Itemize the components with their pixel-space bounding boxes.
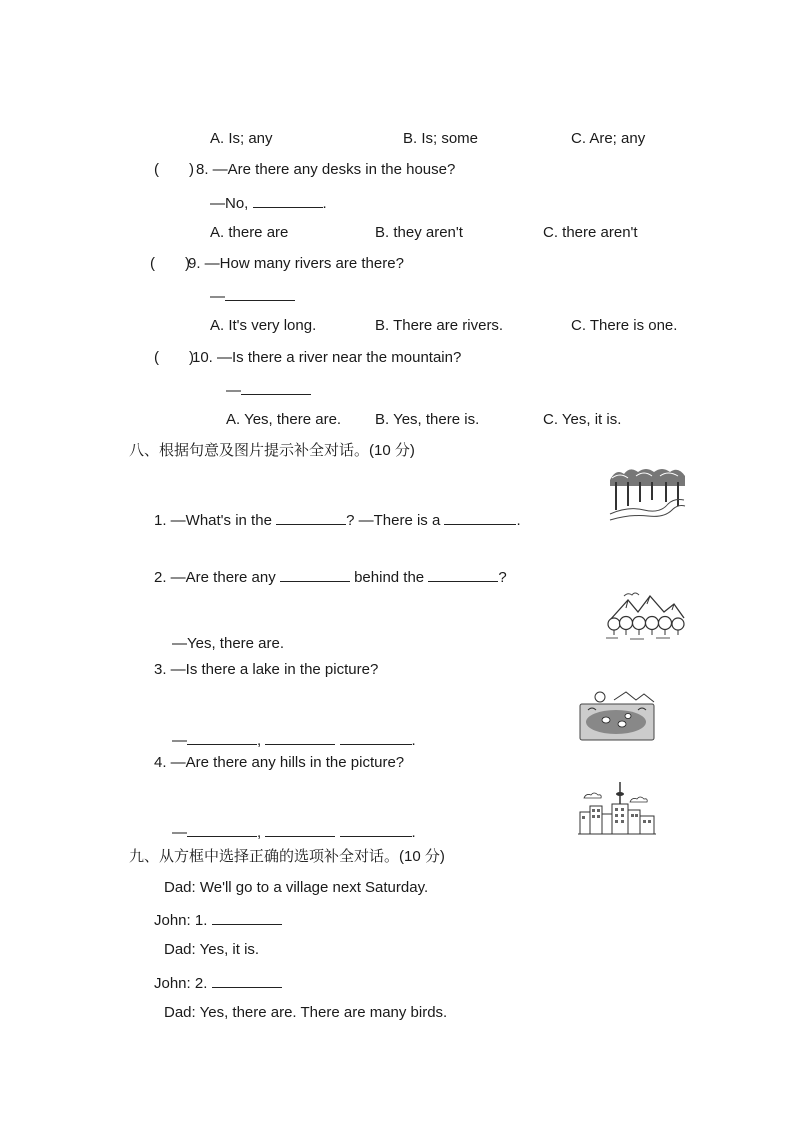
s8-item3-comma: , — [257, 732, 262, 749]
s8-item3-end: . — [411, 732, 416, 749]
answer-blank[interactable] — [428, 567, 498, 582]
answer-blank[interactable] — [265, 822, 335, 837]
s8-item4-end: . — [411, 824, 416, 841]
q8-answer-paren: ( ) — [154, 161, 194, 178]
s8-item4-comma: , — [257, 824, 262, 841]
answer-blank[interactable] — [187, 822, 257, 837]
dialogue-line-2 — [154, 910, 282, 930]
q8-reply — [210, 193, 327, 213]
answer-blank[interactable] — [212, 910, 282, 925]
q9-reply — [210, 286, 295, 306]
dialogue-line-4 — [154, 973, 282, 993]
q9-option-c: C. There is one. — [571, 317, 678, 334]
answer-blank[interactable] — [253, 193, 323, 208]
s8-item4-reply — [172, 822, 416, 842]
section-9-title: 九、从方框中选择正确的选项补全对话。(10 分) — [129, 848, 445, 865]
answer-blank[interactable] — [225, 286, 295, 301]
speaker: John: — [154, 975, 191, 992]
q7-option-b: B. Is; some — [403, 130, 479, 147]
speaker: Dad: — [164, 879, 196, 896]
dialogue-line-3 — [164, 941, 259, 959]
s8-item3-reply — [172, 730, 416, 750]
answer-blank[interactable] — [187, 730, 257, 745]
forest-picture — [608, 466, 686, 522]
s8-item2-reply: —Yes, there are. — [172, 635, 285, 652]
dialogue-line-5 — [164, 1004, 447, 1022]
q10-reply — [226, 380, 311, 400]
q10-answer-paren: ( ) — [154, 349, 194, 366]
speaker: John: — [154, 912, 191, 929]
line-text: 2. — [194, 975, 208, 992]
q10-reply-prefix: — — [226, 382, 241, 399]
answer-blank[interactable] — [276, 510, 346, 525]
s8-item1-part2: ? —There is a — [346, 512, 441, 529]
q7-option-c: C. Are; any — [571, 130, 646, 147]
s8-item1-part1: 1. —What's in the — [154, 512, 272, 529]
q8-stem: 8. —Are there any desks in the house? — [196, 161, 456, 178]
s8-item-2 — [154, 567, 507, 587]
q9-stem: 9. —How many rivers are there? — [188, 255, 404, 272]
answer-blank[interactable] — [241, 380, 311, 395]
q9-option-b: B. There are rivers. — [375, 317, 504, 334]
dialogue-line-1 — [164, 879, 428, 897]
q8-option-a: A. there are — [210, 224, 289, 241]
city-picture — [578, 780, 656, 836]
s8-item1-part3: . — [516, 512, 521, 529]
q9-option-a: A. It's very long. — [210, 317, 317, 334]
s8-item3-dash: — — [172, 732, 187, 749]
line-text: We'll go to a village next Saturday. — [199, 879, 429, 896]
s8-item2-part3: ? — [498, 569, 507, 586]
answer-blank[interactable] — [340, 730, 412, 745]
s8-item2-part2: behind the — [354, 569, 425, 586]
q8-reply-prefix: —No, — [210, 195, 249, 212]
line-text: 1. — [194, 912, 208, 929]
q9-reply-prefix: — — [210, 288, 225, 305]
speaker: Dad: — [164, 941, 196, 958]
line-text: Yes, it is. — [199, 941, 260, 958]
lake-picture — [578, 688, 656, 742]
answer-blank[interactable] — [212, 973, 282, 988]
line-text: Yes, there are. There are many birds. — [199, 1004, 448, 1021]
q10-option-b: B. Yes, there is. — [375, 411, 480, 428]
q10-stem: 10. —Is there a river near the mountain? — [192, 349, 462, 366]
q8-option-c: C. there aren't — [543, 224, 638, 241]
s8-item2-part1: 2. —Are there any — [154, 569, 276, 586]
q10-option-c: C. Yes, it is. — [543, 411, 622, 428]
s8-item3-question: 3. —Is there a lake in the picture? — [154, 661, 379, 678]
mountains-trees-picture — [604, 590, 686, 642]
speaker: Dad: — [164, 1004, 196, 1021]
s8-item4-dash: — — [172, 824, 187, 841]
s8-item4-question: 4. —Are there any hills in the picture? — [154, 754, 405, 771]
answer-blank[interactable] — [280, 567, 350, 582]
q10-option-a: A. Yes, there are. — [226, 411, 342, 428]
answer-blank[interactable] — [265, 730, 335, 745]
q9-answer-paren: ( ) — [150, 255, 190, 272]
q8-reply-suffix: . — [322, 195, 327, 212]
s8-item-1 — [154, 510, 521, 530]
q7-option-a: A. Is; any — [210, 130, 273, 147]
q8-option-b: B. they aren't — [375, 224, 463, 241]
section-8-title: 八、根据句意及图片提示补全对话。(10 分) — [129, 442, 415, 459]
answer-blank[interactable] — [340, 822, 412, 837]
answer-blank[interactable] — [444, 510, 516, 525]
